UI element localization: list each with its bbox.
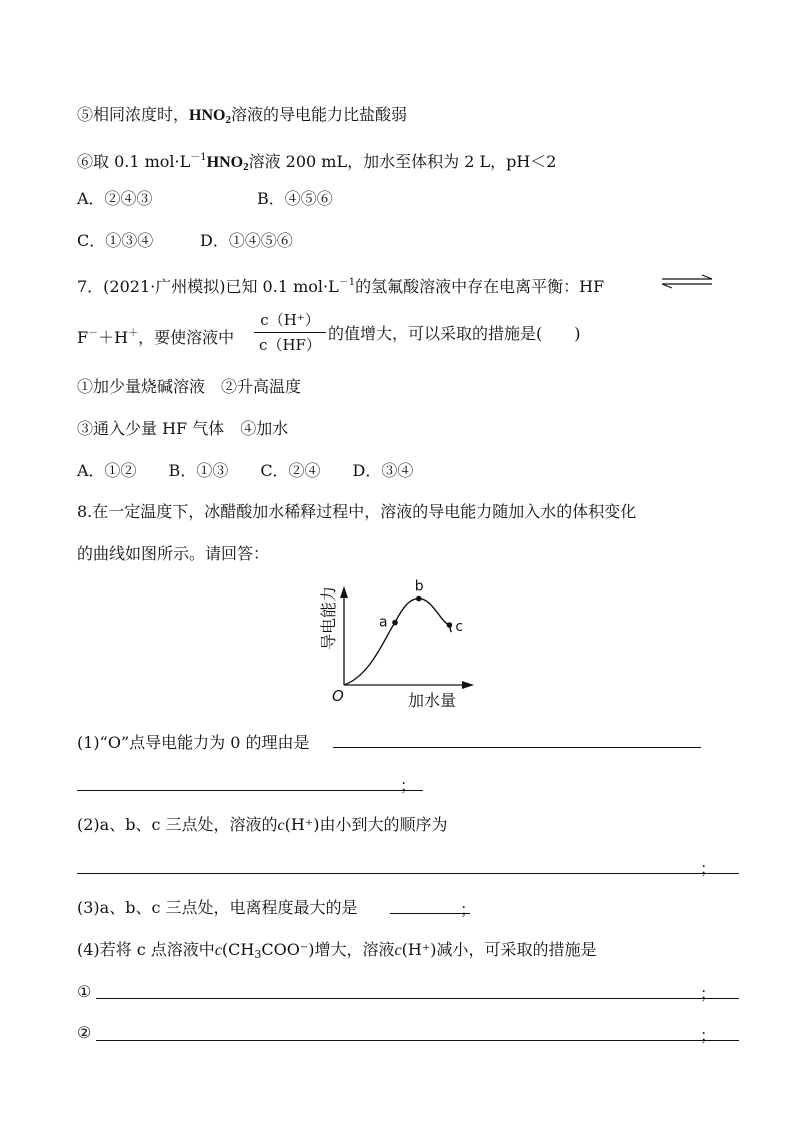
point-a <box>392 620 398 626</box>
q6-item5: ⑤相同浓度时，$HNO_2$溶液的导电能力比盐酸弱 <box>77 105 407 126</box>
fraction-bar <box>254 332 326 333</box>
point-b <box>416 596 422 602</box>
q7-line2: F－＋H＋，要使溶液中 <box>77 328 235 347</box>
semicolon-3: ； <box>460 900 477 919</box>
q6-option-a: A．②④③ <box>77 189 153 208</box>
equilibrium-arrow-icon <box>660 274 714 290</box>
q8-part4: (4)若将 c 点溶液中$c(CH_3COO^-)$增大，溶液c(H⁺)减小，可采取的措施是 <box>77 940 597 961</box>
q6-options-ab <box>77 188 333 210</box>
chart-y-label: 导电能力 <box>319 585 338 650</box>
answer-blank-1a[interactable] <box>333 747 701 748</box>
q6-options-cd <box>77 230 293 252</box>
conductivity-chart <box>300 578 490 713</box>
answer-blank-4b[interactable] <box>96 1040 739 1041</box>
chart-x-label: 加水量 <box>408 691 457 710</box>
conductivity-curve <box>344 599 451 685</box>
q8-part1: (1)“O”点导电能力为 0 的理由是 <box>77 733 310 752</box>
q8-part2: (2)a、b、c 三点处，溶液的c(H⁺)由小到大的顺序为 <box>77 815 448 834</box>
q6-option-b: B．④⑤⑥ <box>257 189 333 208</box>
origin-label: O <box>332 687 344 705</box>
fraction-numerator: c（H⁺） <box>260 311 320 329</box>
q8-part3: (3)a、b、c 三点处，电离程度最大的是 <box>77 898 358 917</box>
q7-line2-tail: 的值增大，可以采取的措施是( ) <box>328 324 581 343</box>
semicolon-2: ； <box>700 859 717 878</box>
answer-blank-3[interactable] <box>390 913 470 914</box>
answer-blank-2[interactable] <box>77 873 739 874</box>
q6-option-c: C．①③④ <box>77 231 154 250</box>
semicolon-4a: ； <box>700 984 717 1003</box>
q8-measure-2: ② <box>77 1023 92 1042</box>
q7-items-12: ①加少量烧碱溶液 ②升高温度 <box>77 377 302 396</box>
answer-blank-1b[interactable] <box>77 790 423 791</box>
x-axis-arrow <box>462 681 474 689</box>
fraction-denominator: c（HF） <box>259 336 321 354</box>
semicolon-1: ； <box>400 776 417 795</box>
q7-fraction <box>254 311 326 354</box>
q7-items-34: ③通入少量 HF 气体 ④加水 <box>77 419 289 438</box>
q8-stem-line2: 的曲线如图所示。请回答： <box>77 544 270 563</box>
semicolon-4b: ； <box>700 1026 717 1045</box>
point-label-c: c <box>455 619 464 635</box>
answer-blank-4a[interactable] <box>96 998 739 999</box>
q6-item6: ⑥取 0.1 $mol\cdot L^{-1}HNO_2$溶液 200 mL，加水至体积为 2 L，pH＜2 <box>77 152 557 173</box>
point-label-b: b <box>414 578 424 595</box>
q6-option-d: D．①④⑤⑥ <box>200 231 293 250</box>
y-axis-arrow <box>340 586 348 598</box>
q8-stem-line1: 8.在一定温度下，冰醋酸加水稀释过程中，溶液的导电能力随加入水的体积变化 <box>77 502 637 521</box>
q8-measure-1: ① <box>77 982 92 1001</box>
point-label-a: a <box>379 614 388 631</box>
point-c <box>447 622 453 628</box>
q7-options: A．①② B．①③ C．②④ D．③④ <box>77 461 414 480</box>
q7-stem: 7．(2021·广州模拟)已知 0.1 $mol\cdot L^{-1}$的氢氟酸溶液中存在电离平衡：HF <box>77 277 605 296</box>
